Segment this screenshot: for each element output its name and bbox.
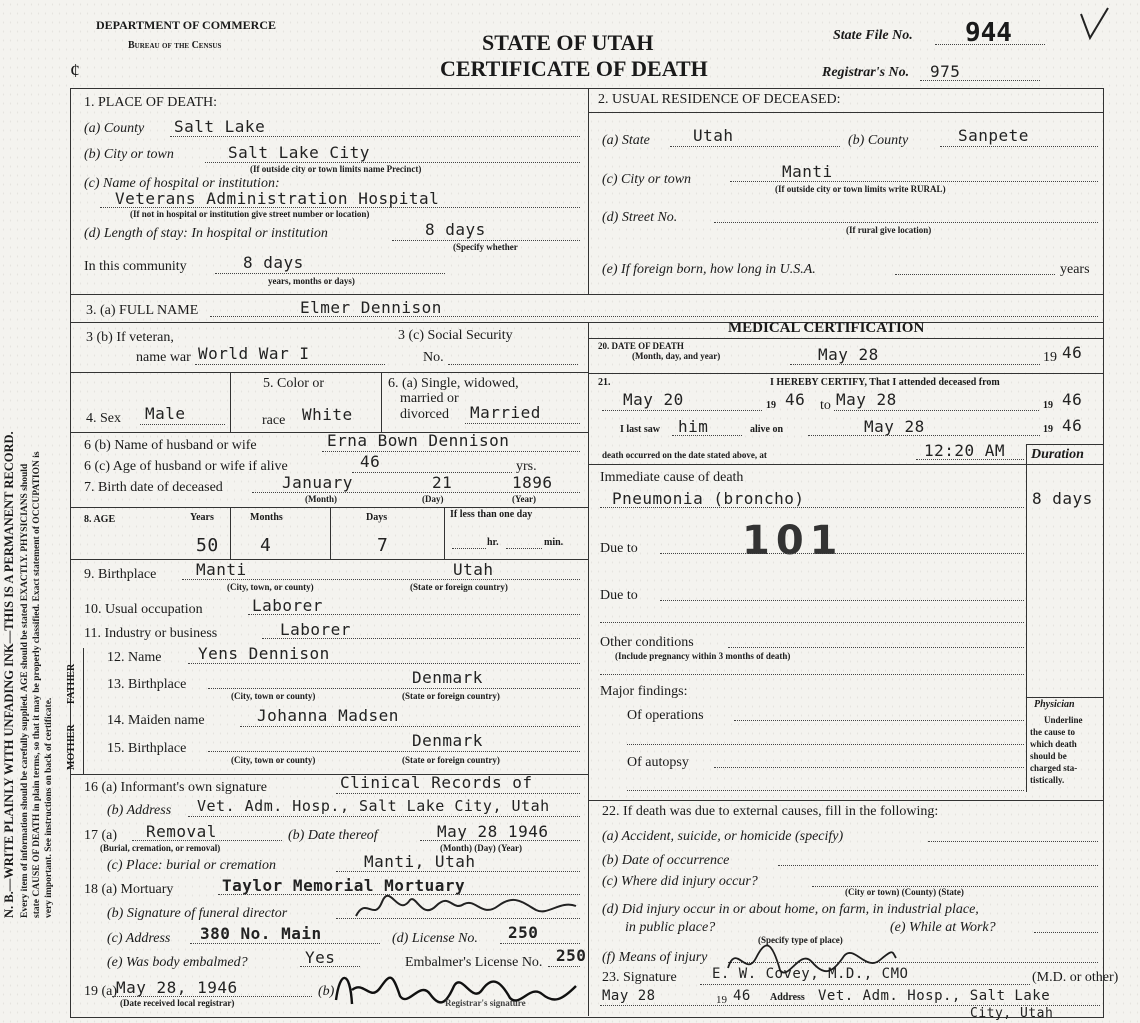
ssn-label2: No. bbox=[423, 350, 444, 365]
due1-label: Due to bbox=[600, 541, 638, 556]
occupation-value: Laborer bbox=[252, 596, 323, 615]
check-mark-icon bbox=[1078, 6, 1112, 42]
pod-county-value: Salt Lake bbox=[174, 117, 266, 136]
age-label: 8. AGE bbox=[84, 514, 116, 525]
registrar-sig-note: Registrar's signature bbox=[445, 998, 526, 1008]
age-years-label: Years bbox=[190, 512, 214, 523]
res-county-label: (b) County bbox=[848, 133, 909, 148]
signature-address-label: Address bbox=[770, 992, 805, 1003]
disposition-date-value: May 28 1946 bbox=[437, 822, 549, 841]
dept-heading: DEPARTMENT OF COMMERCE bbox=[96, 18, 277, 32]
external-d-note: (Specify type of place) bbox=[758, 935, 843, 945]
external-d-label: (d) Did injury occur in or about home, on farm, in industrial place, bbox=[602, 902, 979, 917]
marital-label3: divorced bbox=[400, 407, 449, 422]
signature-value: E. W. Covey, M.D., CMO bbox=[712, 966, 909, 982]
birthplace-state: Utah bbox=[453, 560, 494, 579]
embalmer-license-value: 250 bbox=[556, 946, 587, 965]
state-title: STATE OF UTAH bbox=[482, 30, 654, 55]
informant-label: 16 (a) Informant's own signature bbox=[84, 780, 267, 795]
autopsy-label: Of autopsy bbox=[627, 755, 689, 770]
to-value: May 28 bbox=[836, 390, 897, 409]
full-name-label: 3. (a) FULL NAME bbox=[86, 303, 199, 318]
embalmed-value: Yes bbox=[305, 948, 336, 967]
pod-community-value: 8 days bbox=[243, 253, 304, 272]
mother-bp-city-note: (City, town or county) bbox=[231, 755, 316, 765]
res-city-value: Manti bbox=[782, 162, 833, 181]
informant-address-label: (b) Address bbox=[107, 803, 172, 818]
due2-label: Due to bbox=[600, 588, 638, 603]
spouse-label: 6 (b) Name of husband or wife bbox=[84, 438, 257, 453]
physician-note-4: should be bbox=[1030, 751, 1067, 761]
certify-label: 21. bbox=[598, 377, 611, 388]
full-name-value: Elmer Dennison bbox=[300, 298, 442, 317]
registrar-date-value: May 28, 1946 bbox=[116, 978, 238, 997]
registrar-label: Registrar's No. bbox=[822, 65, 910, 80]
res-state-label: (a) State bbox=[602, 133, 650, 148]
birthplace-label: 9. Birthplace bbox=[84, 567, 157, 582]
race-label1: 5. Color or bbox=[263, 376, 325, 391]
pod-community-label: In this community bbox=[84, 259, 187, 274]
res-city-label: (c) City or town bbox=[602, 172, 692, 187]
age-days-label: Days bbox=[366, 512, 388, 523]
physician-note-3: which death bbox=[1030, 739, 1077, 749]
veteran-value: World War I bbox=[198, 344, 310, 363]
signature-label: 23. Signature bbox=[602, 970, 677, 985]
alive-year: 46 bbox=[1062, 416, 1083, 435]
embalmed-label: (e) Was body embalmed? bbox=[107, 955, 248, 970]
disposition-place-label: (c) Place: burial or cremation bbox=[107, 858, 276, 873]
father-bp-city-note: (City, town or county) bbox=[231, 691, 316, 701]
director-signature bbox=[352, 888, 582, 928]
birth-year-note: (Year) bbox=[512, 494, 536, 504]
marital-value: Married bbox=[470, 403, 541, 422]
physician-note-1: Underline bbox=[1044, 715, 1083, 725]
code-value: 101 bbox=[742, 518, 844, 564]
age-months-value: 4 bbox=[260, 535, 272, 556]
physician-note-2: the cause to bbox=[1030, 727, 1075, 737]
sex-label: 4. Sex bbox=[86, 411, 121, 426]
father-bp-label: 13. Birthplace bbox=[107, 677, 187, 692]
cert-title: CERTIFICATE OF DEATH bbox=[440, 56, 708, 81]
dod-note: (Month, day, and year) bbox=[632, 351, 721, 361]
external-f-label: (f) Means of injury bbox=[602, 950, 708, 965]
informant-address-value: Vet. Adm. Hosp., Salt Lake City, Utah bbox=[197, 797, 550, 815]
father-bp-state-note: (State or foreign country) bbox=[402, 691, 500, 701]
side-note-line2: Every item of information should be carefully supplied. AGE should be stated EXACTLY. PHYSICIANS should bbox=[20, 463, 30, 918]
certify-text: I HEREBY CERTIFY, That I attended deceased from bbox=[770, 377, 1000, 388]
time-value: 12:20 AM bbox=[924, 441, 1006, 460]
mother-bp-state-note: (State or foreign country) bbox=[402, 755, 500, 765]
dod-year-prefix: 19 bbox=[1043, 350, 1057, 365]
mother-name-value: Johanna Madsen bbox=[257, 706, 399, 725]
state-file-value: 944 bbox=[965, 18, 1012, 48]
dod-value: May 28 bbox=[818, 345, 879, 364]
pod-city-value: Salt Lake City bbox=[228, 143, 370, 162]
age-hr-label: hr. bbox=[487, 537, 499, 548]
informant-value: Clinical Records of bbox=[340, 773, 533, 792]
age-days-value: 7 bbox=[377, 535, 389, 556]
medical-heading: MEDICAL CERTIFICATION bbox=[728, 320, 925, 336]
external-e-label: (e) While at Work? bbox=[890, 920, 996, 935]
physician-note-5: charged sta- bbox=[1030, 763, 1078, 773]
license-value: 250 bbox=[508, 923, 539, 942]
pod-hospital-label: (c) Name of hospital or institution: bbox=[84, 176, 280, 191]
signature-address-cont: City, Utah bbox=[970, 1006, 1054, 1021]
disposition-place-value: Manti, Utah bbox=[364, 852, 476, 871]
birthplace-city-note: (City, town, or county) bbox=[227, 582, 314, 592]
ssn-label1: 3 (c) Social Security bbox=[398, 328, 513, 343]
physician-signature bbox=[720, 938, 900, 983]
occurred-label: death occurred on the date stated above, at bbox=[602, 450, 767, 460]
last-saw-value: him bbox=[678, 417, 709, 436]
immediate-label: Immediate cause of death bbox=[600, 470, 744, 485]
industry-value: Laborer bbox=[280, 620, 351, 639]
father-side-label: FATHER bbox=[66, 663, 77, 704]
res-street-note: (If rural give location) bbox=[846, 225, 932, 235]
birth-year-value: 1896 bbox=[512, 473, 553, 492]
registrar-label-19: 19 (a) bbox=[84, 984, 118, 999]
mortuary-address-value: 380 No. Main bbox=[200, 924, 322, 943]
disposition-date-note: (Month) (Day) (Year) bbox=[440, 843, 522, 853]
race-label2: race bbox=[262, 413, 286, 428]
res-heading: 2. USUAL RESIDENCE OF DECEASED: bbox=[598, 92, 841, 107]
corner-mark-icon: ¢ bbox=[70, 60, 80, 82]
mortuary-label: 18 (a) Mortuary bbox=[84, 882, 174, 897]
signature-year-prefix: 19 bbox=[716, 994, 727, 1006]
age-min-label: min. bbox=[544, 537, 564, 548]
alive-label: alive on bbox=[750, 424, 784, 435]
major-label: Major findings: bbox=[600, 684, 688, 699]
age-less-label: If less than one day bbox=[450, 509, 533, 520]
res-county-value: Sanpete bbox=[958, 126, 1029, 145]
res-state-value: Utah bbox=[693, 126, 734, 145]
mother-bp-label: 15. Birthplace bbox=[107, 741, 187, 756]
res-foreign-unit: years bbox=[1060, 262, 1090, 277]
alive-year-prefix: 19 bbox=[1043, 424, 1053, 435]
race-value: White bbox=[302, 405, 353, 424]
registrar-value: 975 bbox=[930, 62, 961, 81]
res-foreign-label: (e) If foreign born, how long in U.S.A. bbox=[602, 262, 816, 277]
age-months-label: Months bbox=[250, 512, 283, 523]
external-c-label: (c) Where did injury occur? bbox=[602, 874, 758, 889]
duration-label: Duration bbox=[1031, 447, 1084, 462]
to-year: 46 bbox=[1062, 390, 1083, 409]
industry-label: 11. Industry or business bbox=[84, 626, 218, 641]
external-d-label2: in public place? bbox=[625, 920, 716, 935]
signature-address-value: Vet. Adm. Hosp., Salt Lake bbox=[818, 988, 1051, 1004]
spouse-age-value: 46 bbox=[360, 452, 381, 471]
disposition-note: (Burial, cremation, or removal) bbox=[100, 843, 221, 853]
veteran-label1: 3 (b) If veteran, bbox=[86, 330, 174, 345]
pod-hospital-note: (If not in hospital or institution give street number or location) bbox=[130, 209, 370, 219]
pod-hospital-value: Veterans Administration Hospital bbox=[115, 189, 440, 208]
immediate-duration: 8 days bbox=[1032, 489, 1093, 508]
res-city-note: (If outside city or town limits write RURAL) bbox=[775, 184, 946, 194]
external-a-label: (a) Accident, suicide, or homicide (specify) bbox=[602, 829, 844, 844]
from-year: 46 bbox=[785, 390, 806, 409]
res-street-label: (d) Street No. bbox=[602, 210, 678, 225]
marital-label1: 6. (a) Single, widowed, bbox=[388, 376, 519, 391]
mother-name-label: 14. Maiden name bbox=[107, 713, 205, 728]
place-heading: 1. PLACE OF DEATH: bbox=[84, 95, 218, 110]
to-year-prefix: 19 bbox=[1043, 400, 1053, 411]
external-heading: 22. If death was due to external causes, fill in the following: bbox=[602, 804, 939, 819]
external-b-label: (b) Date of occurrence bbox=[602, 853, 730, 868]
spouse-age-label: 6 (c) Age of husband or wife if alive bbox=[84, 459, 288, 474]
birth-month-value: January bbox=[282, 473, 353, 492]
birth-day-note: (Day) bbox=[422, 494, 444, 504]
birth-day-value: 21 bbox=[432, 473, 453, 492]
father-name-label: 12. Name bbox=[107, 650, 162, 665]
registrar-b-label: (b) bbox=[318, 984, 335, 999]
birth-month-note: (Month) bbox=[305, 494, 337, 504]
dod-label: 20. DATE OF DEATH bbox=[598, 341, 684, 351]
father-name-value: Yens Dennison bbox=[198, 644, 330, 663]
dod-year: 46 bbox=[1062, 343, 1083, 362]
mortuary-value: Taylor Memorial Mortuary bbox=[222, 876, 466, 895]
pod-stay-label: (d) Length of stay: In hospital or institution bbox=[84, 226, 328, 241]
ops-label: Of operations bbox=[627, 708, 704, 723]
mother-bp-value: Denmark bbox=[412, 731, 483, 750]
side-note-line4: very important. See instructions on back of certificate. bbox=[44, 697, 54, 918]
birthplace-state-note: (State or foreign country) bbox=[410, 582, 508, 592]
signature-date-value: May 28 bbox=[602, 988, 656, 1004]
marital-label2: married or bbox=[400, 391, 459, 406]
signature-year: 46 bbox=[733, 988, 751, 1004]
side-note-line3: state CAUSE OF DEATH in plain terms, so that it may be properly classified. Exact statement of OCCUPATION is bbox=[32, 451, 42, 918]
occupation-label: 10. Usual occupation bbox=[84, 602, 203, 617]
age-years-value: 50 bbox=[196, 535, 219, 556]
side-note-main: N. B.—WRITE PLAINLY WITH UNFADING INK—THIS IS A PERMANENT RECORD. bbox=[2, 431, 16, 918]
physician-note-title: Physician bbox=[1034, 699, 1075, 710]
alive-value: May 28 bbox=[864, 417, 925, 436]
other-note: (Include pregnancy within 3 months of death) bbox=[615, 651, 791, 661]
bureau-heading: Bureau of the Census bbox=[128, 40, 222, 51]
external-c-note: (City or town) (County) (State) bbox=[845, 887, 964, 897]
veteran-label2: name war bbox=[136, 350, 191, 365]
disposition-value: Removal bbox=[146, 822, 217, 841]
from-year-prefix: 19 bbox=[766, 400, 776, 411]
spouse-value: Erna Bown Dennison bbox=[327, 431, 510, 450]
birthplace-city: Manti bbox=[196, 560, 247, 579]
to-label: to bbox=[820, 398, 831, 413]
father-bp-value: Denmark bbox=[412, 668, 483, 687]
mortuary-address-label: (c) Address bbox=[107, 931, 171, 946]
pod-stay-value: 8 days bbox=[425, 220, 486, 239]
sex-value: Male bbox=[145, 404, 186, 423]
physician-note-6: tistically. bbox=[1030, 775, 1065, 785]
state-file-label: State File No. bbox=[833, 28, 913, 43]
disposition-date-label: (b) Date thereof bbox=[288, 828, 378, 843]
birth-date-label: 7. Birth date of deceased bbox=[84, 480, 223, 495]
spouse-age-unit: yrs. bbox=[516, 459, 537, 474]
pod-community-note: years, months or days) bbox=[268, 276, 355, 286]
pod-county-label: (a) County bbox=[84, 121, 145, 136]
signature-note: (M.D. or other) bbox=[1032, 970, 1119, 985]
other-label: Other conditions bbox=[600, 635, 694, 650]
director-label: (b) Signature of funeral director bbox=[107, 906, 288, 921]
from-value: May 20 bbox=[623, 390, 684, 409]
mother-side-label: MOTHER bbox=[66, 724, 77, 770]
pod-city-note: (If outside city or town limits name Precinct) bbox=[250, 164, 422, 174]
license-label: (d) License No. bbox=[392, 931, 478, 946]
disposition-label: 17 (a) bbox=[84, 828, 118, 843]
immediate-value: Pneumonia (broncho) bbox=[612, 489, 805, 508]
pod-specify-note: (Specify whether bbox=[453, 242, 518, 252]
last-saw-label: I last saw bbox=[620, 424, 661, 435]
embalmer-license-label: Embalmer's License No. bbox=[405, 955, 543, 970]
pod-city-label: (b) City or town bbox=[84, 147, 174, 162]
registrar-note: (Date received local registrar) bbox=[120, 998, 235, 1008]
